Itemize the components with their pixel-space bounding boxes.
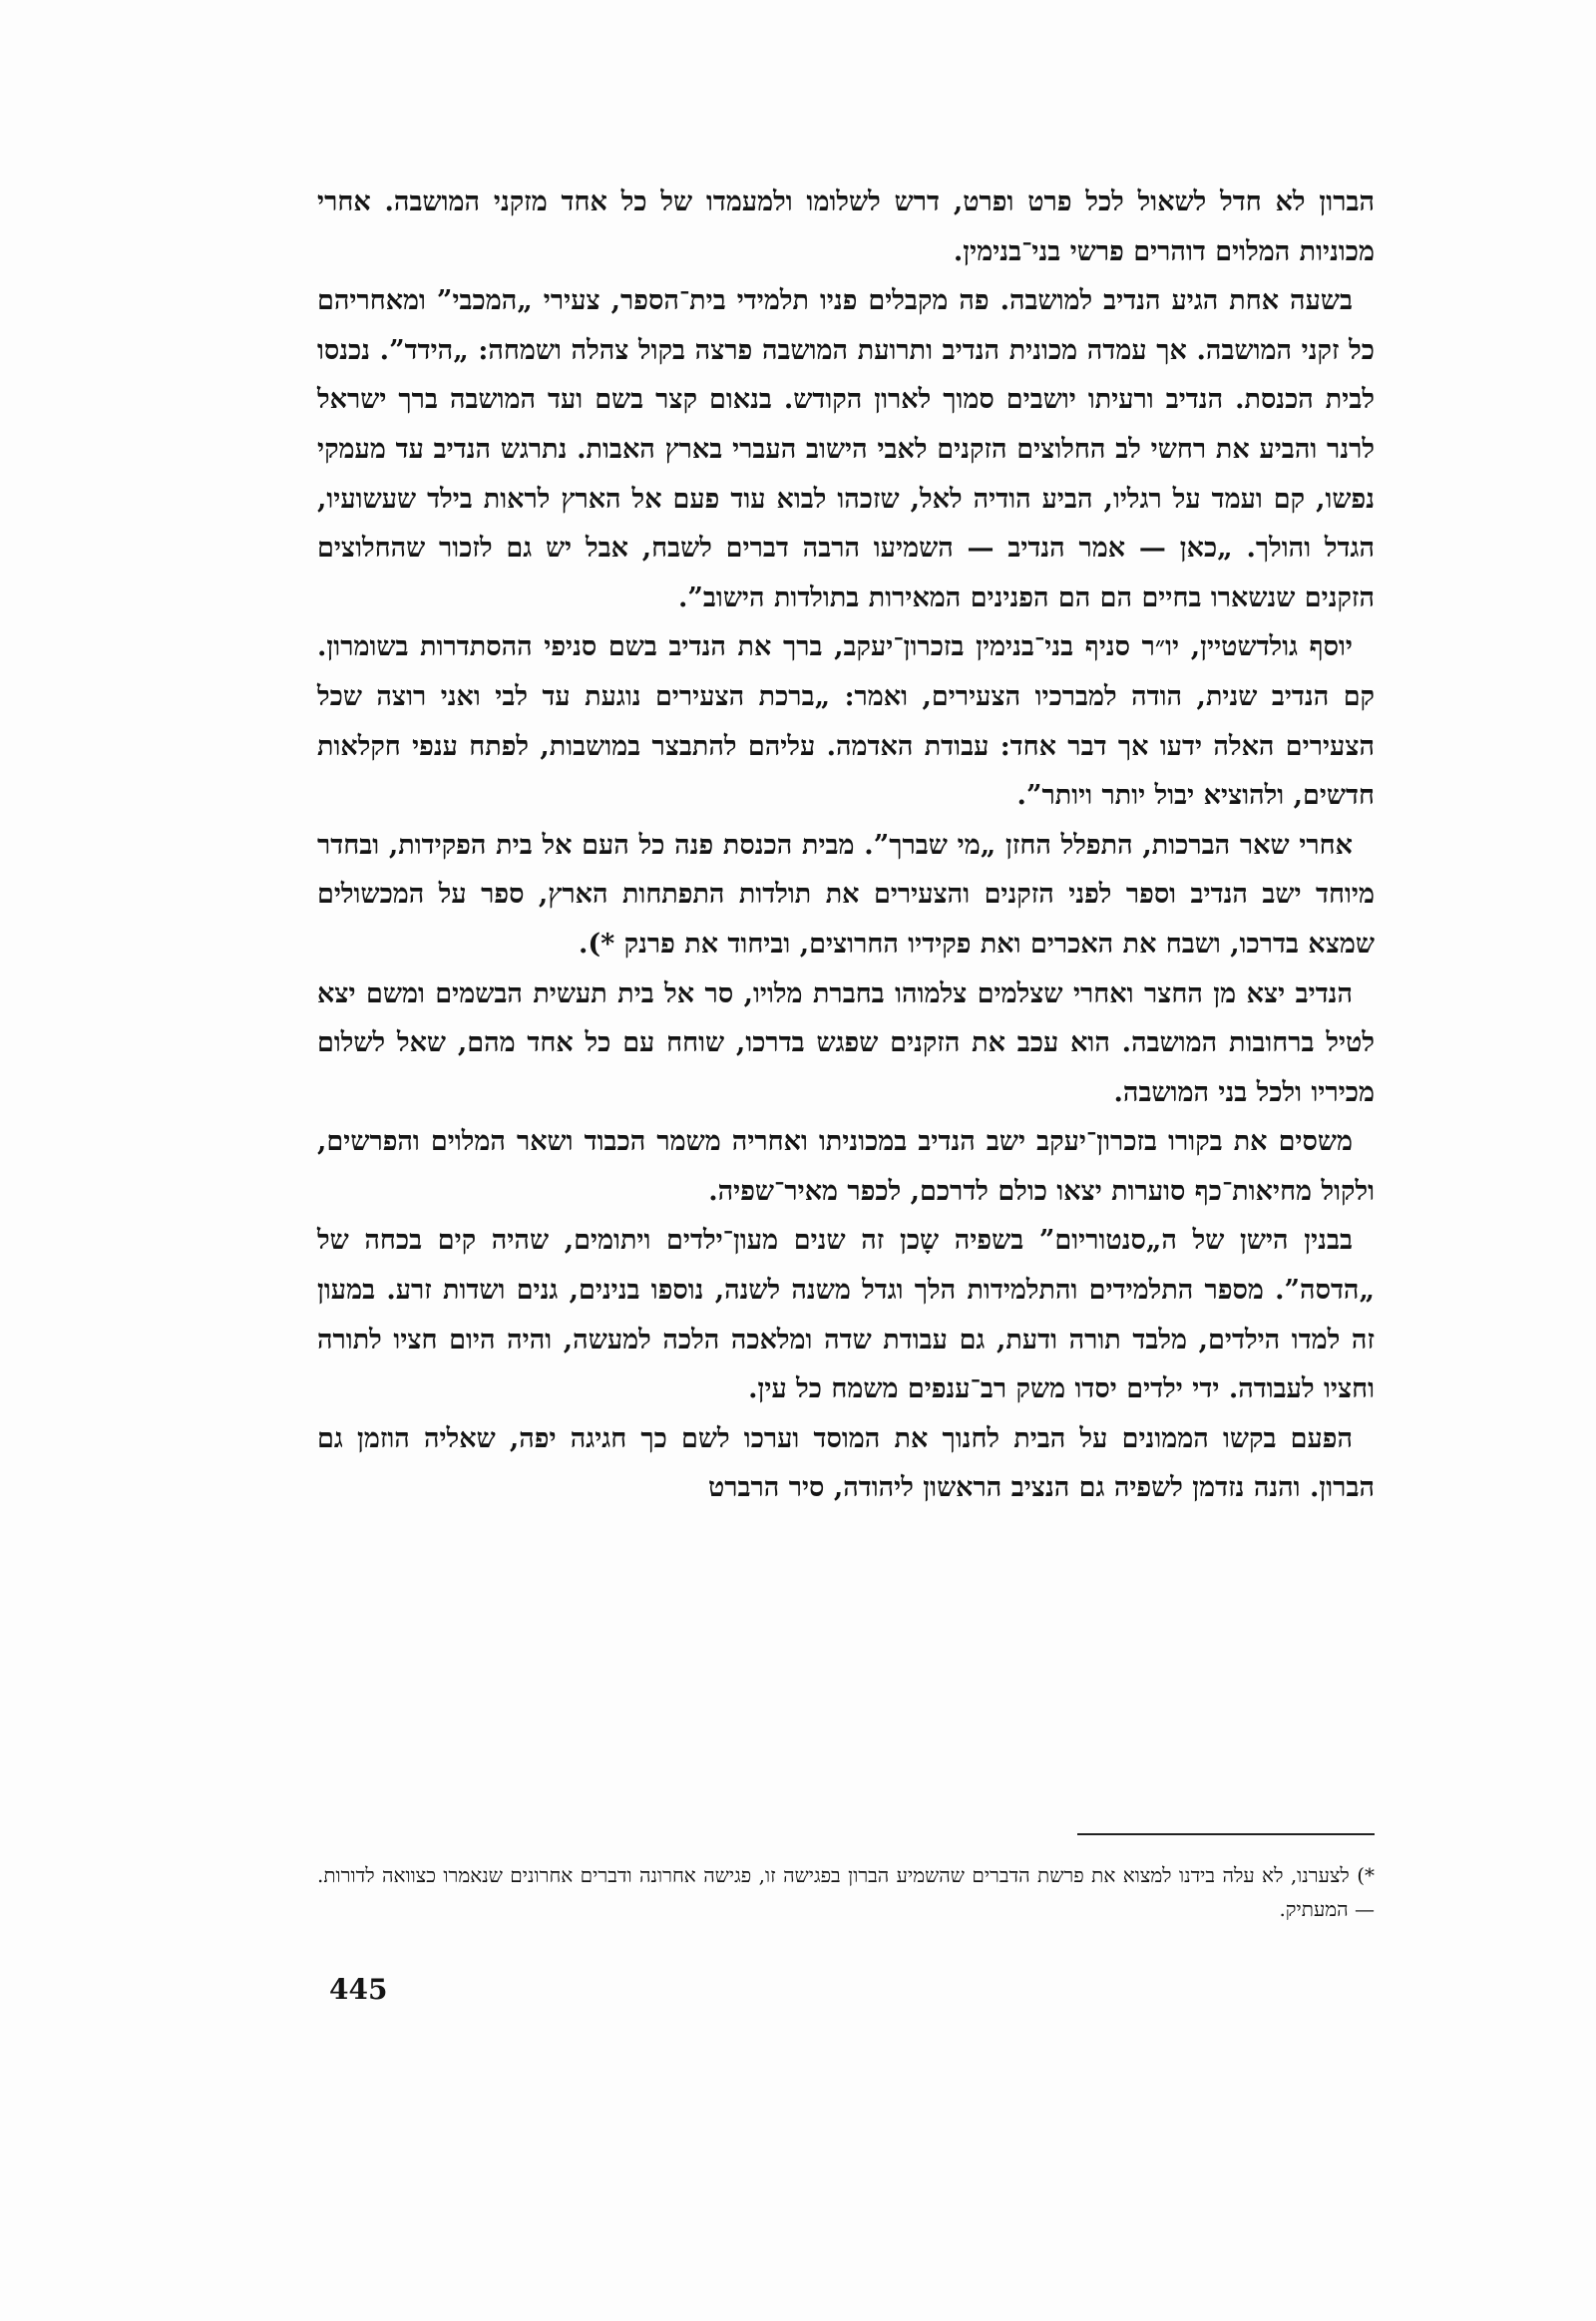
page-number: 445 <box>329 1973 388 2006</box>
paragraph-6: משסים את בקורו בזכרון־יעקב ישב הנדיב במכוניתו ואחריה משמר הכבוד ושאר המלוים והפרשים, ולקול מחיאות־כף סוערות יצאו כולם לדרכם, לכפר מאיר־שפיה. <box>317 1126 1375 1207</box>
paragraph-2: בשעה אחת הגיע הנדיב למושבה. פה מקבלים פניו תלמידי בית־הספר, צעירי „המכבי” ומאחריהם כל זקני המושבה. אך עמדה מכונית הנדיב ותרועת המושבה פרצה בקול צהלה ושמחה: „הידד”. נכנסו לבית הכנסת. הנדיב ורעיתו יושבים סמוך לארון הקודש. בנאום קצר בשם ועד המושבה ברך ישראל לרנר והביע את רחשי לב החלוצים הזקנים לאבי הישוב העברי בארץ האבות. נתרגש הנדיב עד מעמקי נפשו, קם ועמד על רגליו, הביע הודיה לאל, שזכהו לבוא עוד פעם אל הארץ לראות בילד שעשועיו, הגדל והולך. „כאן — אמר הנדיב — השמיעו הרבה דברים לשבח, אבל יש גם לזכור שהחלוצים הזקנים שנשארו בחיים הם הם הפנינים המאירות בתולדות הישוב”. <box>317 285 1375 613</box>
paragraph-4: אחרי שאר הברכות, התפלל החזן „מי שברך”. מבית הכנסת פנה כל העם אל בית הפקידות, ובחדר מיוחד ישב הנדיב וספר לפני הזקנים והצעירים את תולדות התפתחות הארץ, ספר על המכשולים שמצא בדרכו, ושבח את האכרים ואת פקידיו החרוצים, וביחוד את פרנק *). <box>317 829 1375 960</box>
paragraph-1: הברון לא חדל לשאול לכל פרט ופרט, דרש לשלומו ולמעמדו של כל אחד מזקני המושבה. אחרי מכוניות המלוים דוהרים פרשי בני־בנימין. <box>317 187 1375 267</box>
paragraph-8: הפעם בקשו הממונים על הבית לחנוך את המוסד וערכו לשם כך חגיגה יפה, שאליה הוזמן גם הברון. והנה נזדמן לשפיה גם הנציב הראשון ליהודה, סיר הרברט <box>317 1422 1375 1504</box>
main-text-block <box>317 178 1375 1513</box>
footnote-divider <box>1077 1833 1375 1835</box>
paragraph-5: הנדיב יצא מן החצר ואחרי שצלמים צלמוהו בחברת מלויו, סר אל בית תעשית הבשמים ומשם יצא לטיל ברחובות המושבה. הוא עכב את הזקנים שפגש בדרכו, שוחח עם כל אחד מהם, שאל לשלום מכיריו ולכל בני המושבה. <box>317 977 1375 1108</box>
paragraph-3: יוסף גולדשטיין, יו״ר סניף בני־בנימין בזכרון־יעקב, ברך את הנדיב בשם סניפי ההסתדרות בשומרון. קם הנדיב שנית, הודה למברכיו הצעירים, ואמר: „ברכת הצעירים נוגעת עד לבי ואני רוצה שכל הצעירים האלה ידעו אך דבר אחד: עבודת האדמה. עליהם להתבצר במושבות, לפתח ענפי חקלאות חדשים, ולהוציא יבול יותר ויותר”. <box>317 631 1375 812</box>
paragraph-7: בבנין הישן של ה„סנטוריום” בשפיה שָכן זה שנים מעון־ילדים ויתומים, שהיה קים בכחה של „הדסה”. מספר התלמידים והתלמידות הלך וגדל משנה לשנה, נוספו בנינים, גנים ושדות זרע. במעון זה למדו הילדים, מלבד תורה ודעת, גם עבודת שדה ומלאכה הלכה למעשה, והיה היום חציו לתורה וחציו לעבודה. ידי ילדים יסדו משק רב־ענפים משמח כל עין. <box>317 1225 1375 1405</box>
footnote: *) לצערנו, לא עלה בידנו למצוא את פרשת הדברים שהשמיע הברון בפגישה זו, פגישה אחרונה ודברים אחרונים שנאמרו כצוואה לדורות. — המעתיק. <box>317 1863 1375 1921</box>
